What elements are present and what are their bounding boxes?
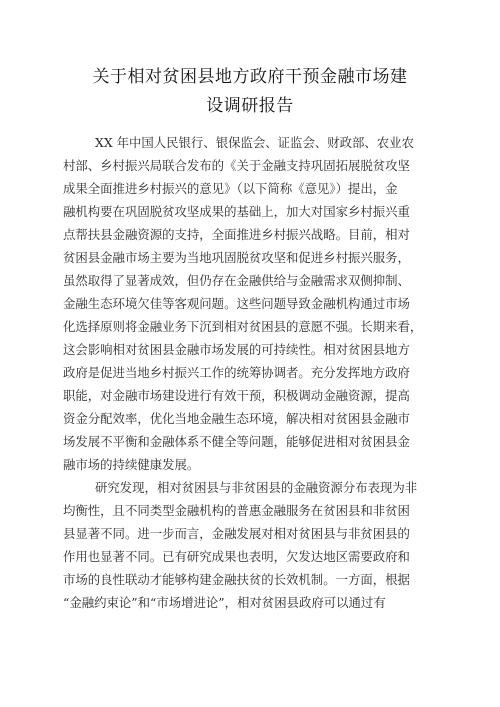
paragraph-line: 虽然取得了显著成效，但仍存在金融供给与金融需求双侧抑制、 — [63, 273, 410, 288]
paragraph-line: 融机构要在巩固脱贫攻坚成果的基础上，加大对国家乡村振兴重 — [63, 204, 410, 219]
paragraph-line: 资金分配效率，优化当地金融生态环境，解决相对贫困县金融市 — [63, 411, 410, 426]
paragraph-line: 金融生态环境欠佳等客观问题。这些问题导致金融机构通过市场 — [63, 296, 410, 311]
paragraph-1 — [63, 131, 439, 476]
paragraph-line: 政府是促进当地乡村振兴工作的统筹协调者。充分发挥地方政府 — [63, 365, 410, 380]
paragraph-line: 职能，对金融市场建设进行有效干预，积极调动金融资源，提高 — [63, 388, 410, 403]
paragraph-line: 点帮扶县金融资源的支持，全面推进乡村振兴战略。目前，相对 — [63, 227, 410, 242]
paragraph-line: 市场的良性联动才能够构建金融扶贫的长效机制。一方面，根据 — [63, 572, 410, 587]
paragraph-line: 研究发现，相对贫困县与非贫困县的金融资源分布表现为非 — [95, 480, 418, 495]
document-body — [63, 131, 439, 614]
document-title-line-2: 设调研报告 — [206, 96, 294, 116]
paragraph-line: 村部、乡村振兴局联合发布的《关于金融支持巩固拓展脱贫攻坚 — [63, 158, 410, 173]
paragraph-line: 这会影响相对贫困县金融市场发展的可持续性。相对贫困县地方 — [63, 342, 410, 357]
paragraph-line: 成果全面推进乡村振兴的意见》（以下简称《意见》）提出，金 — [63, 181, 398, 196]
document-title-line-1: 关于相对贫困县地方政府干预金融市场建 — [92, 67, 408, 87]
paragraph-line: 化选择原则将金融业务下沉到相对贫困县的意愿不强。长期来看， — [63, 319, 423, 334]
paragraph-line: 场发展不平衡和金融体系不健全等问题，能够促进相对贫困县金 — [63, 434, 410, 449]
paragraph-line: 作用也显著不同。已有研究成果也表明，欠发达地区需要政府和 — [63, 549, 410, 564]
paragraph-line: 县显著不同。进一步而言，金融发展对相对贫困县与非贫困县的 — [63, 526, 410, 541]
paragraph-2 — [63, 476, 439, 614]
paragraph-line: 融市场的持续健康发展。 — [63, 457, 200, 472]
paragraph-line: “金融约束论”和“市场增进论”，相对贫困县政府可以通过有 — [63, 595, 386, 610]
paragraph-line: 贫困县金融市场主要为当地巩固脱贫攻坚和促进乡村振兴服务， — [63, 250, 410, 265]
paragraph-line: XX 年中国人民银行、银保监会、证监会、财政部、农业农 — [95, 135, 414, 150]
paragraph-line: 均衡性，且不同类型金融机构的普惠金融服务在贫困县和非贫困 — [63, 503, 410, 518]
